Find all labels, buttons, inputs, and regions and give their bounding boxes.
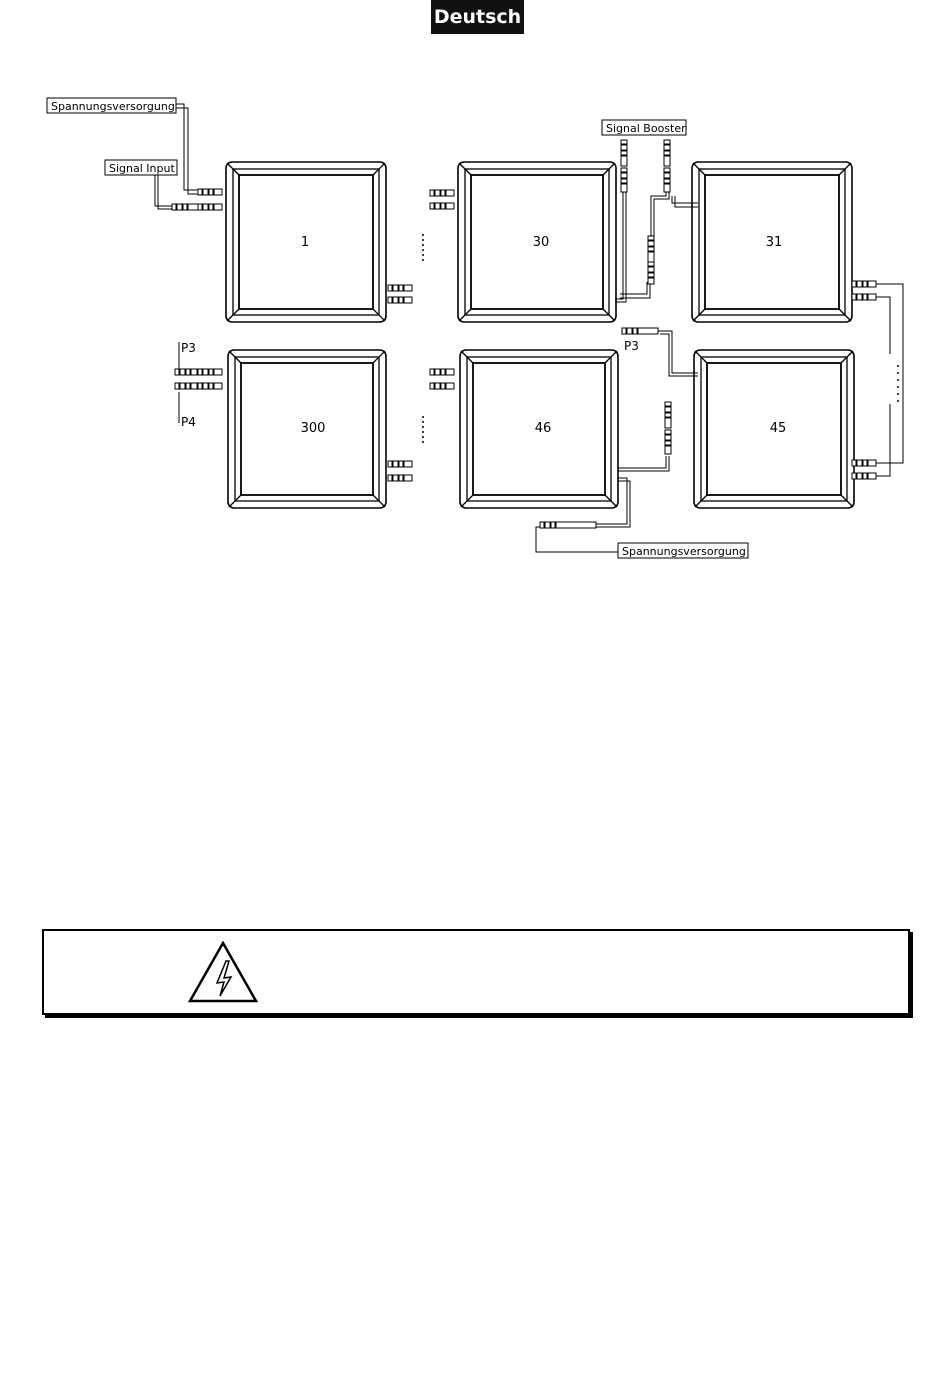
led-panel-wiring-diagram — [0, 0, 950, 600]
ellipsis-dot — [422, 239, 424, 241]
cable-connector — [430, 203, 454, 209]
p4-label-left: P4 — [181, 415, 196, 429]
signal-input-label: Signal Input — [109, 162, 175, 175]
cable-connector — [665, 430, 671, 454]
ellipsis-dot — [422, 259, 424, 261]
ellipsis-dot — [897, 400, 899, 402]
cable-connector — [648, 262, 654, 284]
ellipsis-dot — [422, 416, 424, 418]
ellipsis-dot — [422, 431, 424, 433]
cable-connector — [388, 297, 412, 303]
language-badge: Deutsch — [431, 0, 524, 34]
panel-label-45: 45 — [769, 421, 787, 436]
panel-label-31: 31 — [765, 235, 783, 250]
warning-box — [42, 929, 910, 1015]
ellipsis-dot — [422, 436, 424, 438]
cable-connector — [388, 285, 412, 291]
cable-connector — [430, 190, 454, 196]
cable-connector — [430, 383, 454, 389]
cable-connector — [388, 461, 412, 467]
ellipsis-dot — [422, 426, 424, 428]
panel-label-300: 300 — [300, 421, 326, 436]
panel-label-30: 30 — [532, 235, 550, 250]
cable-connector — [621, 168, 627, 192]
cable-connector — [175, 383, 197, 389]
cable-connector — [622, 328, 658, 334]
panel-label-1: 1 — [300, 235, 310, 250]
cable-connector — [172, 204, 198, 210]
ellipsis-dot — [422, 244, 424, 246]
cable-connector — [648, 236, 654, 262]
high-voltage-warning-icon — [188, 941, 258, 1003]
cable-connector — [430, 369, 454, 375]
cable-connector — [852, 281, 876, 287]
p3-label-right: P3 — [624, 339, 639, 353]
cable-connector — [388, 475, 412, 481]
cable-connector — [852, 294, 876, 300]
p3-label-left: P3 — [181, 341, 196, 355]
cable-connector — [540, 522, 596, 528]
ellipsis-dot — [897, 365, 899, 367]
ellipsis-dot — [897, 372, 899, 374]
cable-connector — [198, 189, 222, 195]
signal-booster-label: Signal Booster — [606, 122, 686, 135]
cable-connector — [665, 402, 671, 428]
ellipsis-dot — [897, 386, 899, 388]
cable-connector — [852, 473, 876, 479]
ellipsis-dot — [422, 254, 424, 256]
cable-connector — [175, 369, 197, 375]
ellipsis-dot — [897, 379, 899, 381]
cable-connector — [198, 383, 222, 389]
power-supply-label-bottom: Spannungsversorgung — [622, 545, 746, 558]
cable-connector — [664, 168, 670, 192]
cable-connector — [621, 140, 627, 166]
panel-label-46: 46 — [534, 421, 552, 436]
power-supply-label-top: Spannungsversorgung — [51, 100, 175, 113]
cable-connector — [198, 204, 222, 210]
ellipsis-dot — [422, 441, 424, 443]
cable-connector — [198, 369, 222, 375]
cable-connector — [664, 140, 670, 166]
ellipsis-dot — [422, 421, 424, 423]
ellipsis-dot — [422, 249, 424, 251]
cable-connector — [852, 460, 876, 466]
ellipsis-dot — [897, 393, 899, 395]
ellipsis-dot — [422, 234, 424, 236]
